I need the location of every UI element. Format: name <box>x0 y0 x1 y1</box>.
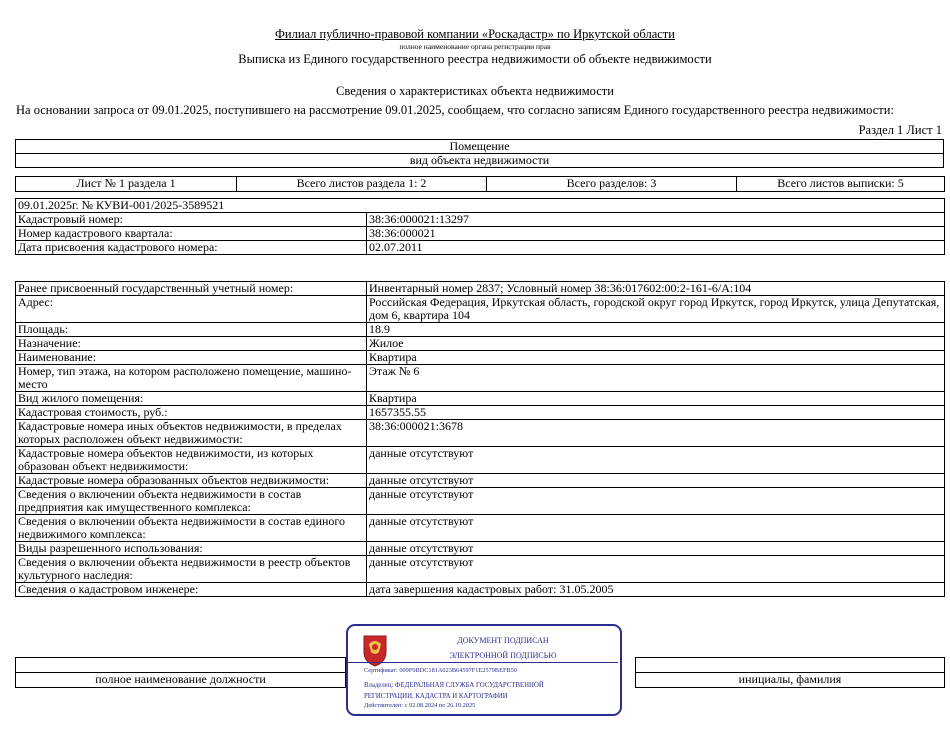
sheet-number: Лист № 1 раздела 1 <box>16 177 237 192</box>
detail-label: Наименование: <box>16 351 367 365</box>
document-title: Выписка из Единого государственного реестра недвижимости об объекте недвижимости <box>238 52 712 66</box>
electronic-signature-stamp <box>346 624 622 716</box>
table-row <box>16 583 945 597</box>
table-row <box>16 392 945 406</box>
detail-label: Ранее присвоенный государственный учетный номер: <box>16 282 367 296</box>
org-name: Филиал публично-правовой компании «Роскадастр» по Иркутской области <box>275 27 675 41</box>
detail-label: Сведения о включении объекта недвижимости в реестр объектов культурного наследия: <box>16 556 367 583</box>
detail-label: Сведения о включении объекта недвижимости в состав единого недвижимого комплекса: <box>16 515 367 542</box>
cadastral-number: 38:36:000021:13297 <box>367 213 945 227</box>
detail-label: Назначение: <box>16 337 367 351</box>
section-sheet-label: Раздел 1 Лист 1 <box>858 123 942 137</box>
detail-value: Жилое <box>367 337 945 351</box>
table-row <box>16 488 945 515</box>
detail-label: Кадастровые номера иных объектов недвижимости, в пределах которых расположен объект недвижимости: <box>16 420 367 447</box>
detail-label: Номер, тип этажа, на котором расположено помещение, машино-место <box>16 365 367 392</box>
detail-value: данные отсутствуют <box>367 488 945 515</box>
table-row <box>16 296 945 323</box>
table-row <box>16 447 945 474</box>
detail-value: 1657355.55 <box>367 406 945 420</box>
cadastral-quarter: 38:36:000021 <box>367 227 945 241</box>
table-row <box>16 556 945 583</box>
name-caption: инициалы, фамилия <box>636 673 945 688</box>
detail-label: Кадастровые номера образованных объектов недвижимости: <box>16 474 367 488</box>
intro-text: На основании запроса от 09.01.2025, поступившего на рассмотрение 09.01.2025, сообщаем, что согласно записям Единого государственного реестра недвижимости: <box>16 103 894 117</box>
position-caption: полное наименование должности <box>16 673 346 688</box>
details-table <box>15 281 945 597</box>
table-row <box>16 365 945 392</box>
table-row <box>16 351 945 365</box>
detail-value: данные отсутствуют <box>367 556 945 583</box>
cadastral-info-table <box>15 198 945 255</box>
extract-id: 09.01.2025г. № КУВИ-001/2025-3589521 <box>16 199 945 213</box>
object-type-table <box>15 139 944 168</box>
detail-value: дата завершения кадастровых работ: 31.05.2005 <box>367 583 945 597</box>
table-row <box>16 515 945 542</box>
object-type-caption: вид объекта недвижимости <box>16 154 944 168</box>
detail-value: 38:36:000021:3678 <box>367 420 945 447</box>
table-row <box>16 323 945 337</box>
info-label: Кадастровый номер: <box>16 213 367 227</box>
detail-value: данные отсутствуют <box>367 515 945 542</box>
stamp-divider <box>348 662 618 663</box>
table-row <box>16 282 945 296</box>
detail-value: данные отсутствуют <box>367 474 945 488</box>
table-row <box>16 337 945 351</box>
info-label: Дата присвоения кадастрового номера: <box>16 241 367 255</box>
stamp-validity: Действителен: с 02.08.2024 по 26.10.2025 <box>364 702 476 709</box>
table-row <box>16 420 945 447</box>
org-subtitle: полное наименование органа регистрации прав <box>399 42 551 51</box>
detail-value: Квартира <box>367 392 945 406</box>
detail-value: Российская Федерация, Иркутская область, городской округ город Иркутск, город Иркутск, улица Депутатская, дом 6, квартира 104 <box>367 296 945 323</box>
detail-label: Кадастровые номера объектов недвижимости, из которых образован объект недвижимости: <box>16 447 367 474</box>
detail-value: данные отсутствуют <box>367 447 945 474</box>
detail-value: Этаж № 6 <box>367 365 945 392</box>
total-sheets-extract: Всего листов выписки: 5 <box>737 177 945 192</box>
stamp-certificate: Сертификат: 009F0BDC181A023B64597F1E2579BEFB50 <box>364 667 517 674</box>
detail-value: Квартира <box>367 351 945 365</box>
name-field <box>636 658 945 673</box>
sheet-info-table <box>15 176 945 192</box>
detail-label: Адрес: <box>16 296 367 323</box>
detail-label: Площадь: <box>16 323 367 337</box>
stamp-title-line1: ДОКУМЕНТ ПОДПИСАН <box>457 636 549 645</box>
assignment-date: 02.07.2011 <box>367 241 945 255</box>
detail-label: Вид жилого помещения: <box>16 392 367 406</box>
object-type: Помещение <box>16 140 944 154</box>
detail-label: Сведения о кадастровом инженере: <box>16 583 367 597</box>
detail-label: Сведения о включении объекта недвижимости в состав предприятия как имущественного комплекса: <box>16 488 367 515</box>
position-field <box>16 658 346 673</box>
total-sheets-section: Всего листов раздела 1: 2 <box>237 177 487 192</box>
section-title: Сведения о характеристиках объекта недвижимости <box>336 84 614 98</box>
detail-label: Кадастровая стоимость, руб.: <box>16 406 367 420</box>
stamp-owner: Владелец: ФЕДЕРАЛЬНАЯ СЛУЖБА ГОСУДАРСТВЕННОЙ РЕГИСТРАЦИИ, КАДАСТРА И КАРТОГРАФИИ <box>364 682 544 700</box>
stamp-title-line2: ЭЛЕКТРОННОЙ ПОДПИСЬЮ <box>449 651 557 660</box>
detail-value: данные отсутствуют <box>367 542 945 556</box>
detail-value: Инвентарный номер 2837; Условный номер 38:36:017602:00:2-161-6/А:104 <box>367 282 945 296</box>
total-sections: Всего разделов: 3 <box>487 177 737 192</box>
table-row <box>16 542 945 556</box>
info-label: Номер кадастрового квартала: <box>16 227 367 241</box>
table-row <box>16 474 945 488</box>
detail-value: 18.9 <box>367 323 945 337</box>
detail-label: Виды разрешенного использования: <box>16 542 367 556</box>
table-row <box>16 406 945 420</box>
